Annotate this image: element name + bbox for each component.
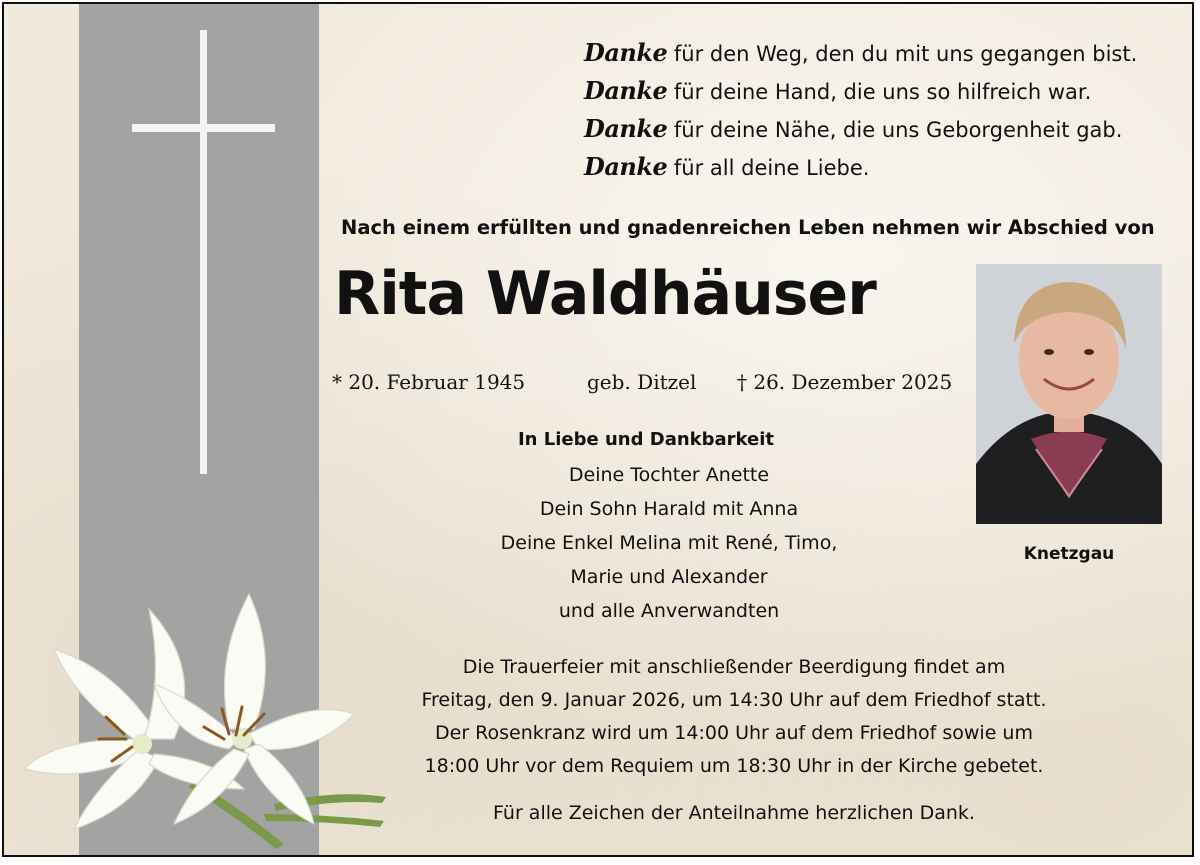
funeral-line: Der Rosenkranz wird um 14:00 Uhr auf dem Friedhof sowie um <box>435 722 1033 744</box>
cross-icon <box>200 30 207 474</box>
poem-text: für all deine Liebe. <box>667 156 870 180</box>
thanks-text: Für alle Zeichen der Anteilnahme herzlichen Dank. <box>493 802 975 824</box>
place-name: Knetzgau <box>1023 544 1115 564</box>
lily-flowers-icon <box>14 589 414 854</box>
funeral-line: Die Trauerfeier mit anschließender Beerdigung findet am <box>462 656 1006 678</box>
poem-line <box>584 114 1137 152</box>
mourner-line: Marie und Alexander <box>570 566 768 588</box>
funeral-info <box>379 651 1089 783</box>
danke-word: Danke <box>584 76 668 105</box>
danke-word: Danke <box>584 114 668 143</box>
mourner-line: Dein Sohn Harald mit Anna <box>539 498 799 520</box>
poem-line <box>584 152 1137 190</box>
maiden-name: geb. Ditzel <box>587 370 697 394</box>
poem <box>584 38 1137 190</box>
mourners-heading: In Liebe und Dankbarkeit <box>517 429 775 450</box>
portrait-photo <box>976 264 1162 524</box>
poem-text: für deine Hand, die uns so hilfreich war. <box>667 80 1092 104</box>
birth-date: * 20. Februar 1945 <box>332 370 526 394</box>
life-dates <box>332 370 952 394</box>
intro-text: Nach einem erfüllten und gnadenreichen Leben nehmen wir Abschied von <box>341 216 1155 239</box>
poem-text: für deine Nähe, die uns Geborgenheit gab. <box>667 118 1123 142</box>
portrait-image <box>976 264 1162 524</box>
funeral-line: Freitag, den 9. Januar 2026, um 14:30 Uhr auf dem Friedhof statt. <box>421 689 1047 711</box>
mourner-line: Deine Tochter Anette <box>568 464 770 486</box>
obituary-notice <box>2 2 1194 857</box>
poem-line <box>584 38 1137 76</box>
danke-word: Danke <box>584 38 668 67</box>
death-date: † 26. Dezember 2025 <box>737 370 953 394</box>
mourners-block <box>424 429 914 628</box>
funeral-line: 18:00 Uhr vor dem Requiem um 18:30 Uhr in der Kirche gebetet. <box>424 755 1044 777</box>
poem-text: für den Weg, den du mit uns gegangen bist. <box>667 42 1138 66</box>
mourner-line: Deine Enkel Melina mit René, Timo, <box>500 532 838 554</box>
danke-word: Danke <box>584 152 668 181</box>
cross-icon-beam <box>132 124 275 132</box>
mourner-line: und alle Anverwandten <box>558 600 780 622</box>
poem-line <box>584 76 1137 114</box>
deceased-name: Rita Waldhäuser <box>334 259 876 329</box>
